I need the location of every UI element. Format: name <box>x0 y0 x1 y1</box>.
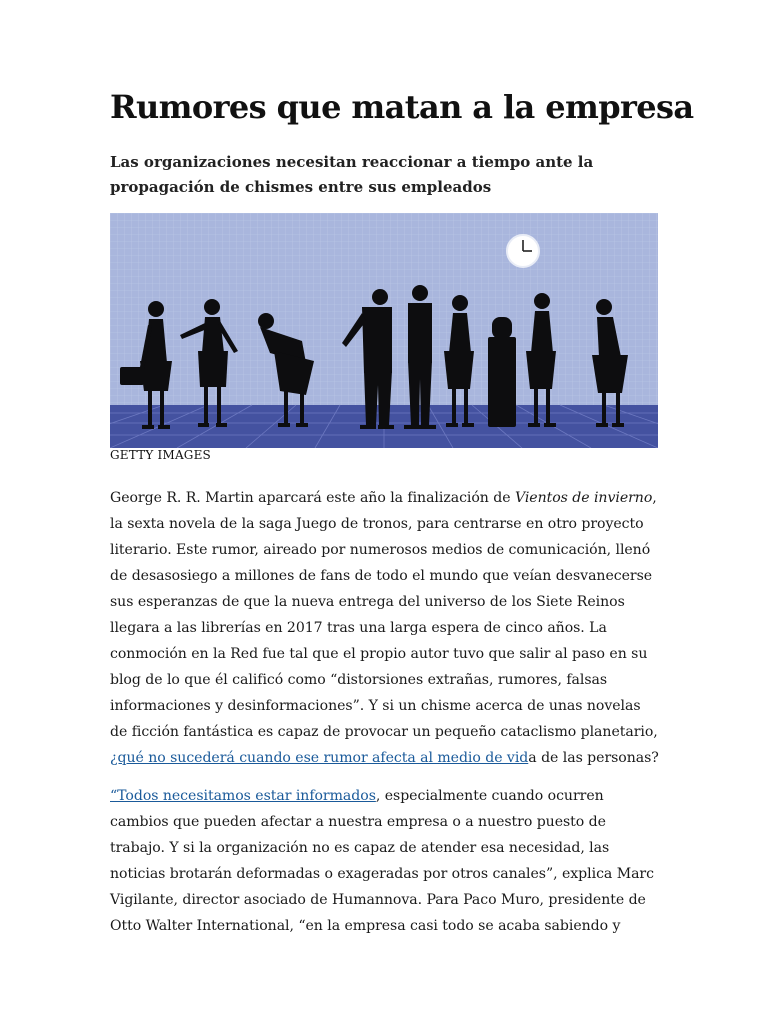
article-photo <box>110 213 658 448</box>
photo-caption: GETTY IMAGES <box>110 448 211 462</box>
book-title: Vientos de invierno <box>514 490 653 506</box>
article-title: Rumores que matan a la empresa <box>110 88 694 126</box>
clock-icon <box>507 235 539 267</box>
article-subtitle: Las organizaciones necesitan reaccionar a tiempo ante la propagación de chismes entre sus empleados <box>110 153 594 196</box>
paragraph-2-text: , especialmente cuando ocurren cambios que pueden afectar a nuestra empresa o a nuestro puesto de trabajo. Y si la organización no es capaz de atender esa necesidad, las noticias brotarán deformadas o exageradas por otros canales”, explica Marc Vigilante, director asociado de Humannova. Para Paco Muro, presidente de Otto Walter International, “en la empresa casi todo se acaba sabiendo y <box>110 788 654 934</box>
related-article-link[interactable]: ¿qué no sucederá cuando ese rumor afecta al medio de vid <box>110 750 529 766</box>
quote-link[interactable]: “Todos necesitamos estar informados <box>110 788 376 804</box>
paragraph-1-text-b: , la sexta novela de la saga Juego de tronos, para centrarse en otro proyecto literario. Este rumor, aireado por numerosos medios de comunicación, llenó de desasosiego a millones de fans de todo el mundo que veían desvanecerse sus esperanzas de que la nueva entrega del universo de los Siete Reinos llegara a las librerías en 2017 tras una larga espera de cinco años. La conmoción en la Red fue tal que el propio autor tuvo que salir al paso en su blog de lo que él calificó como “distorsiones extrañas, rumores, falsas informaciones y desinformaciones”. Y si un chisme acerca de unas novelas de ficción fantástica es capaz de provocar un pequeño cataclismo planetario, <box>110 490 658 740</box>
paragraph-1 <box>110 485 662 771</box>
paragraph-1-text-a: George R. R. Martin aparcará este año la finalización de <box>110 490 515 506</box>
paragraph-2 <box>110 783 662 939</box>
paragraph-1-text-c: a de las personas? <box>528 750 659 766</box>
